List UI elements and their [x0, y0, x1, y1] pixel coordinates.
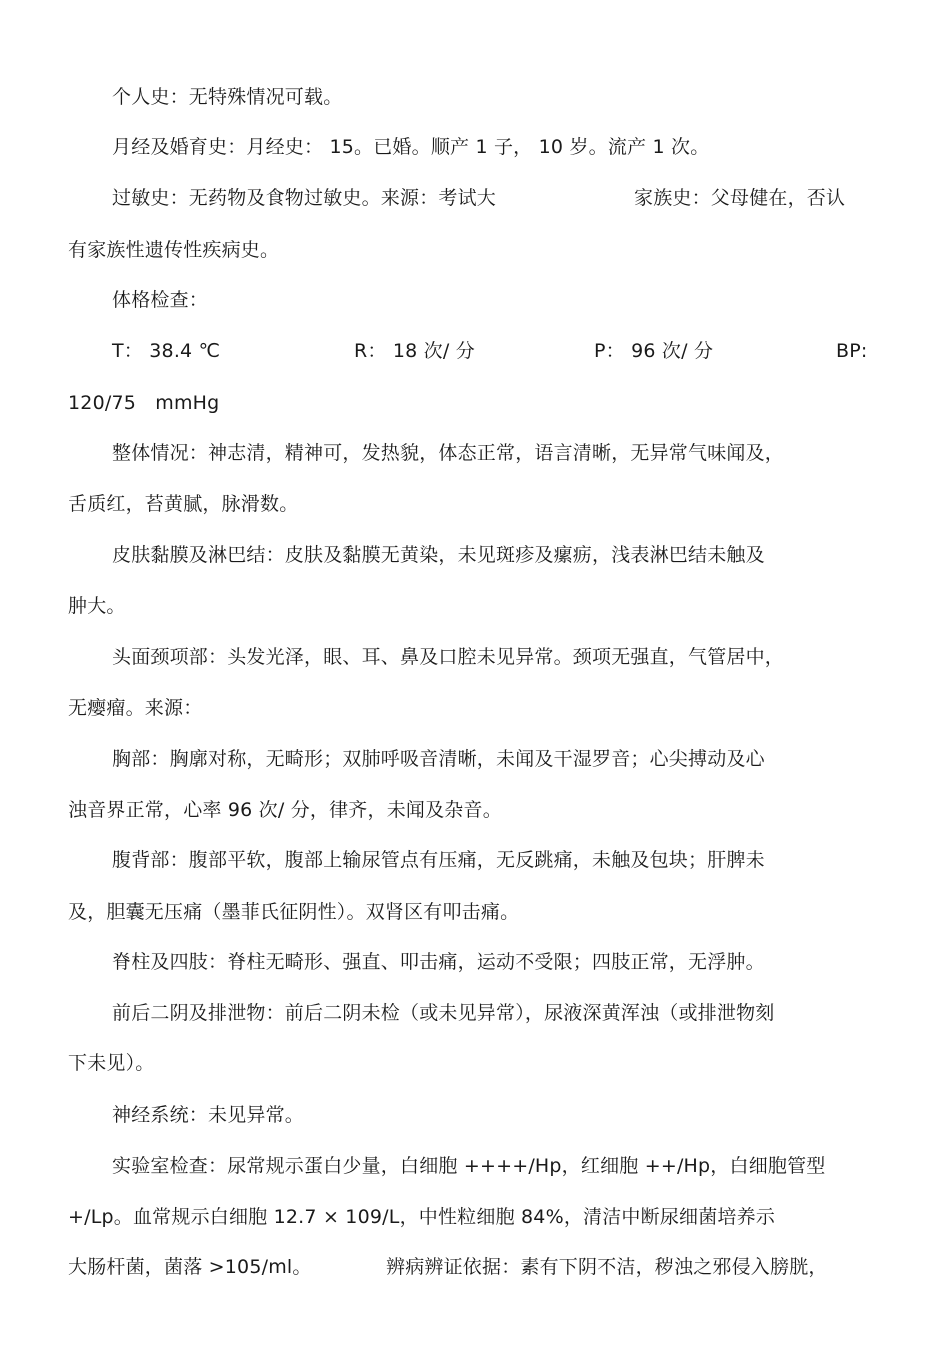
menstrual-marital-history-line: 月经及婚育史：月经史： 15。已婚。顺产 1 子， 10 岁。流产 1 次。: [112, 136, 710, 158]
spine-limbs-line: 脊柱及四肢：脊柱无畸形、强直、叩击痛，运动不受限；四肢正常，无浮肿。: [112, 951, 765, 973]
skin-lymph-continuation: 肿大。: [68, 595, 126, 617]
abdomen-back-continuation: 及，胆囊无压痛（墨菲氏征阴性）。双肾区有叩击痛。: [68, 901, 520, 923]
head-neck-continuation: 无瘿瘤。来源：: [68, 697, 203, 719]
lab-exam-line: 实验室检查：尿常规示蛋白少量，白细胞 ++++/Hp，红细胞 ++/Hp，白细胞管型: [112, 1155, 826, 1177]
genital-excretion-continuation: 下未见）。: [68, 1052, 155, 1074]
physical-exam-heading: 体格检查：: [112, 289, 209, 311]
diagnosis-basis-line: 辨病辨证依据：素有下阴不洁，秽浊之邪侵入膀胱，: [386, 1256, 828, 1278]
lab-exam-continuation: +/Lp。血常规示白细胞 12.7 × 109/L，中性粒细胞 84%，清洁中断尿细菌培养示: [68, 1206, 776, 1228]
vital-bp-label: BP:: [836, 340, 868, 362]
skin-lymph-line: 皮肤黏膜及淋巴结：皮肤及黏膜无黄染，未见斑疹及瘰疬，浅表淋巴结未触及: [112, 544, 765, 566]
family-history-continuation: 有家族性遗传性疾病史。: [68, 239, 280, 261]
abdomen-back-line: 腹背部：腹部平软，腹部上输尿管点有压痛，无反跳痛，未触及包块；肝脾未: [112, 849, 765, 871]
allergy-history-line: 过敏史：无药物及食物过敏史。来源：考试大: [112, 187, 497, 209]
general-condition-line: 整体情况：神志清，精神可，发热貌，体态正常，语言清晰，无异常气味闻及，: [112, 442, 785, 464]
vital-temperature: T： 38.4 ℃: [112, 340, 221, 362]
chest-continuation: 浊音界正常，心率 96 次/ 分，律齐，未闻及杂音。: [68, 799, 502, 821]
vital-pulse: P： 96 次/ 分: [594, 340, 714, 362]
vital-respiration: R： 18 次/ 分: [354, 340, 475, 362]
vital-bp-value: 120/75 mmHg: [68, 392, 220, 414]
family-history-line: 家族史：父母健在，否认: [634, 187, 846, 209]
head-neck-line: 头面颈项部：头发光泽，眼、耳、鼻及口腔未见异常。颈项无强直，气管居中，: [112, 646, 785, 668]
general-condition-continuation: 舌质红，苔黄腻，脉滑数。: [68, 493, 299, 515]
chest-line: 胸部：胸廓对称，无畸形；双肺呼吸音清晰，未闻及干湿罗音；心尖搏动及心: [112, 748, 765, 770]
lab-exam-culture: 大肠杆菌，菌落 >105/ml。: [68, 1256, 312, 1278]
nervous-system-line: 神经系统：未见异常。: [112, 1104, 305, 1126]
personal-history-line: 个人史：无特殊情况可载。: [112, 86, 343, 108]
genital-excretion-line: 前后二阴及排泄物：前后二阴未检（或未见异常），尿液深黄浑浊（或排泄物刻: [112, 1002, 775, 1024]
